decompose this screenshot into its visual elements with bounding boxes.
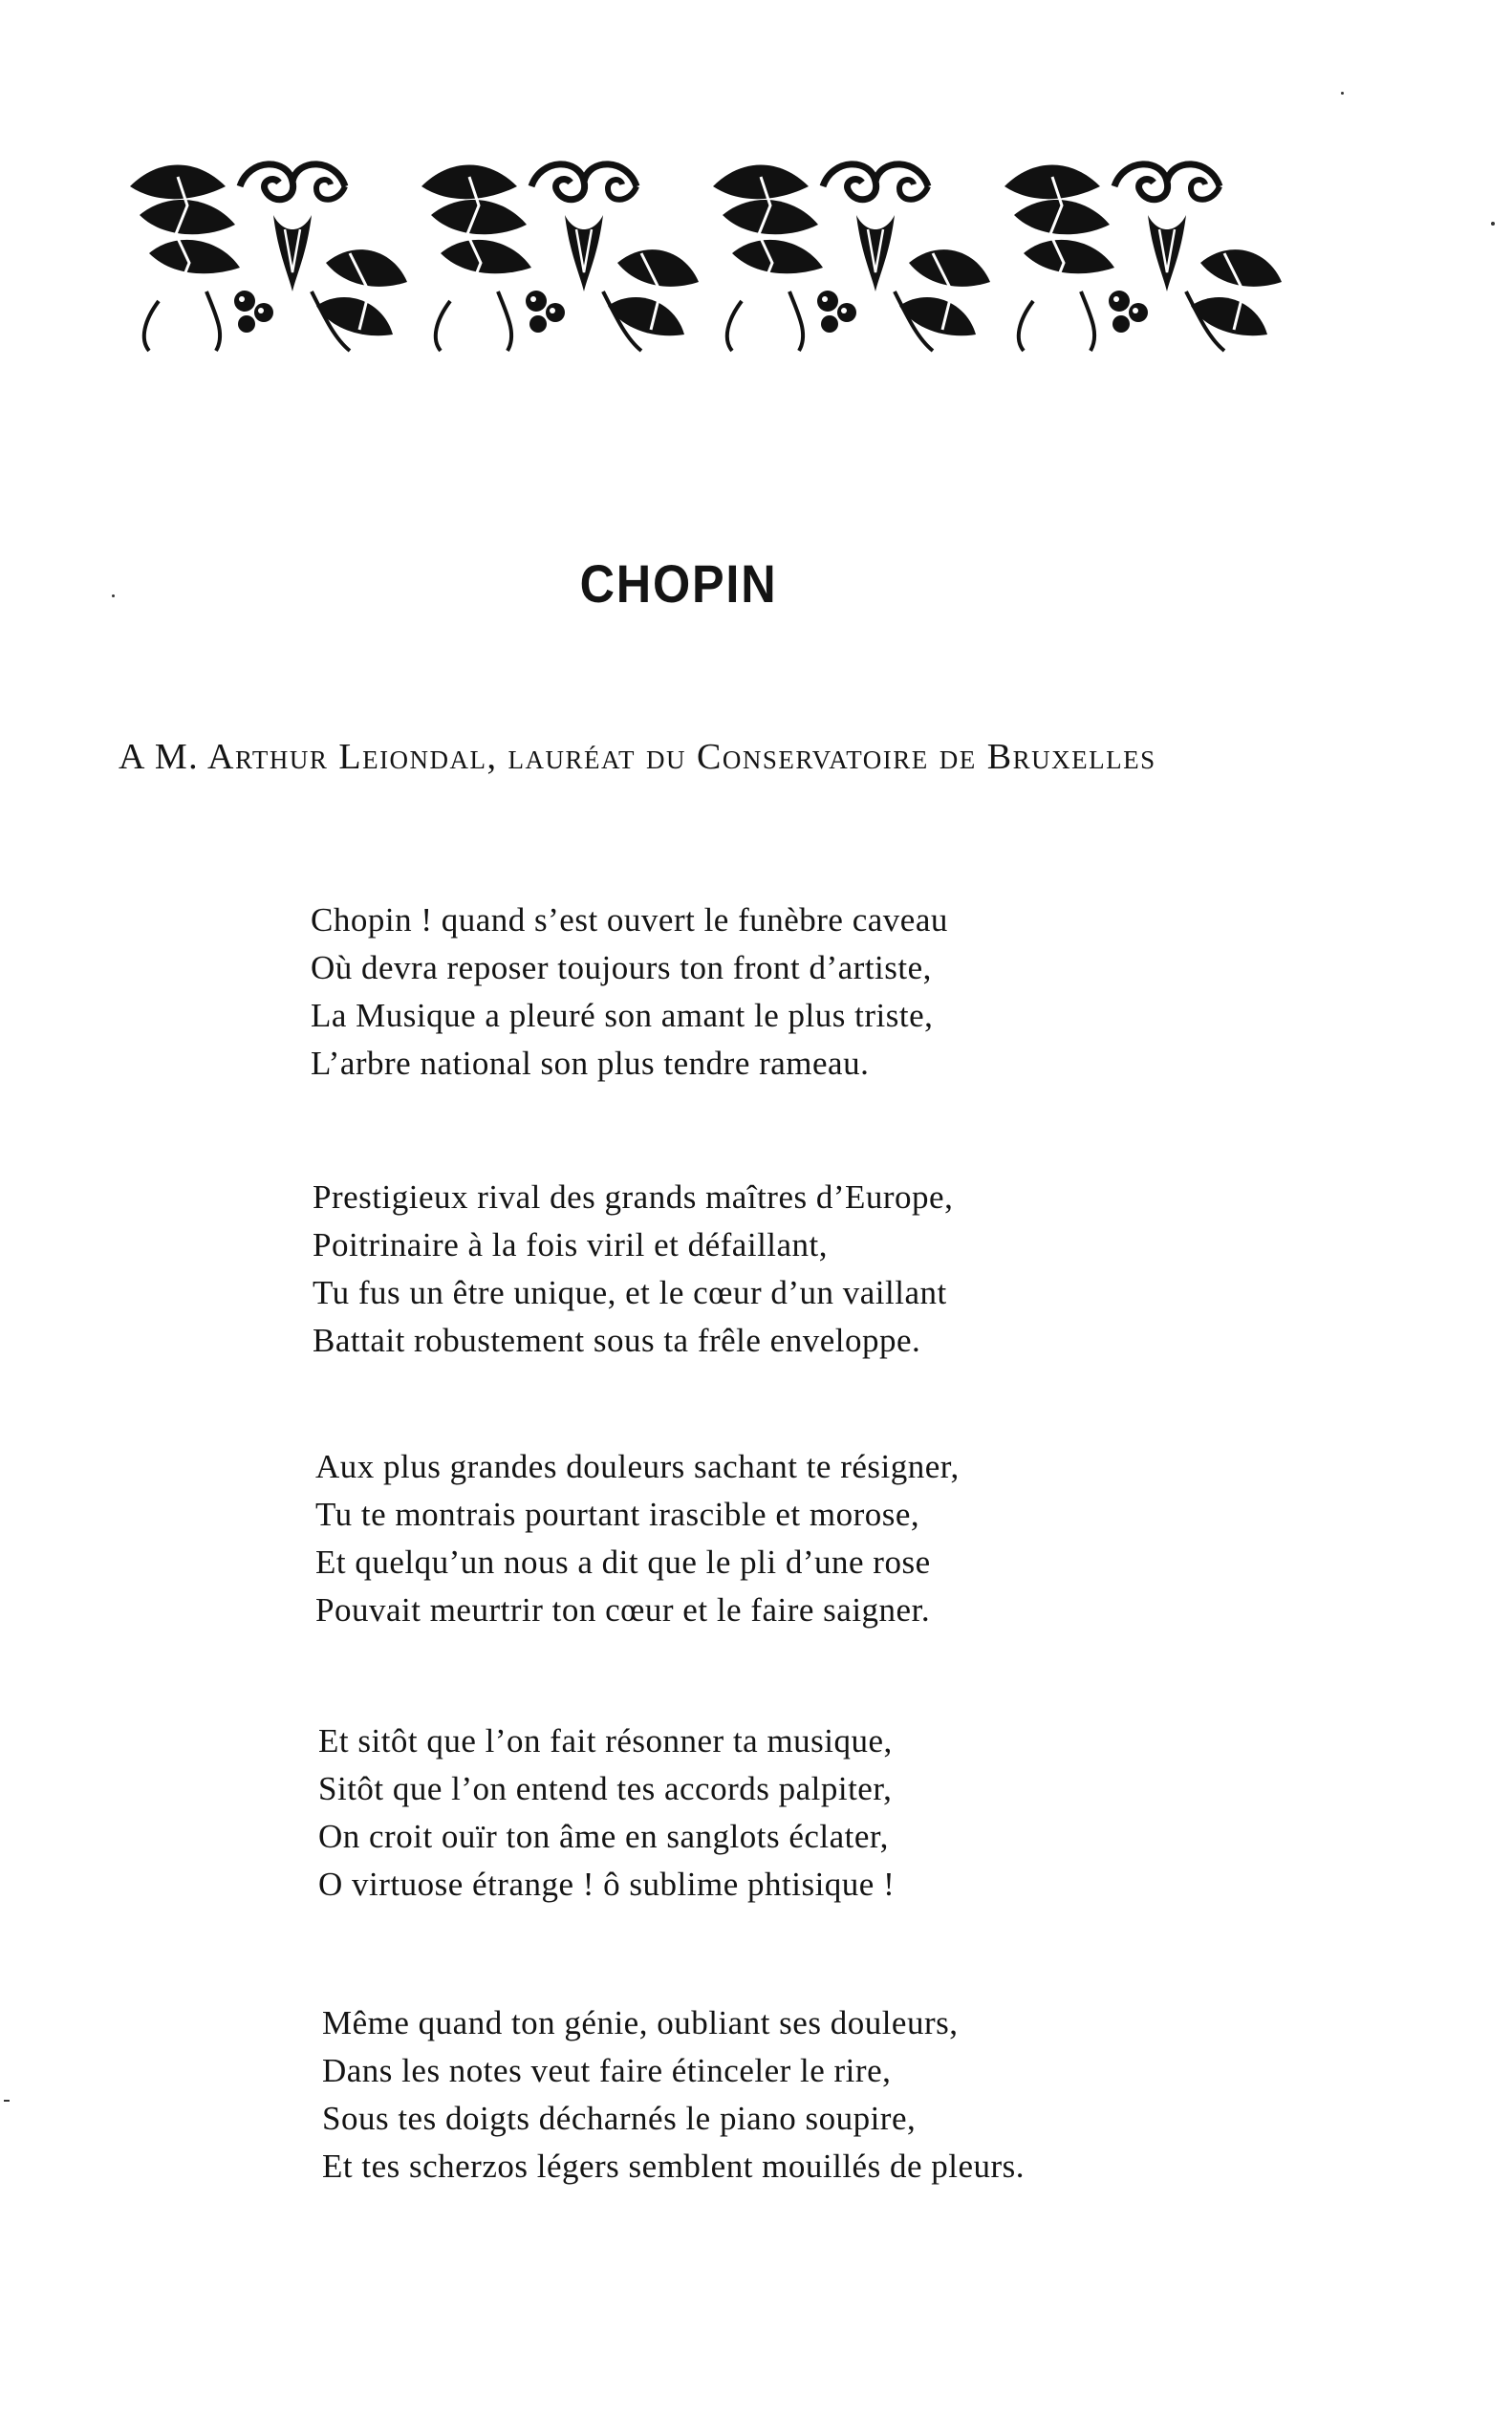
stanza-3 xyxy=(315,1443,960,1634)
floral-vine-ornament xyxy=(120,148,1286,354)
verse-line: Aux plus grandes douleurs sachant te résigner, xyxy=(315,1448,960,1485)
verse-line: Et sitôt que l’on fait résonner ta musique, xyxy=(318,1722,893,1760)
verse-line: On croit ouïr ton âme en sanglots éclater, xyxy=(318,1818,889,1855)
dedication: A M. Arthur Leiondal, lauréat du Conservatoire de Bruxelles xyxy=(119,737,1156,777)
verse-line: Tu te montrais pourtant irascible et morose, xyxy=(315,1496,920,1533)
verse-line: Et quelqu’un nous a dit que le pli d’une rose xyxy=(315,1544,931,1581)
verse-line: Pouvait meurtrir ton cœur et le faire saigner. xyxy=(315,1591,931,1629)
verse-line: Poitrinaire à la fois viril et défaillant, xyxy=(313,1226,829,1263)
scan-speck xyxy=(4,2100,10,2102)
poem-title: CHOPIN xyxy=(579,553,778,614)
verse-line: Sitôt que l’on entend tes accords palpiter, xyxy=(318,1770,893,1807)
scan-speck xyxy=(1341,92,1344,95)
scan-speck xyxy=(1491,222,1495,226)
stanza-1 xyxy=(311,896,948,1088)
verse-line: Et tes scherzos légers semblent mouillés de pleurs. xyxy=(322,2148,1026,2185)
verse-line: O virtuose étrange ! ô sublime phtisique ! xyxy=(318,1866,896,1903)
verse-line: L’arbre national son plus tendre rameau. xyxy=(311,1045,870,1082)
verse-line: Même quand ton génie, oubliant ses douleurs, xyxy=(322,2004,959,2041)
verse-line: Dans les notes veut faire étinceler le rire, xyxy=(322,2052,892,2089)
verse-line: Où devra reposer toujours ton front d’artiste, xyxy=(311,949,932,986)
verse-line: Chopin ! quand s’est ouvert le funèbre caveau xyxy=(311,901,948,939)
verse-line: Sous tes doigts décharnés le piano soupire, xyxy=(322,2100,917,2137)
verse-line: Prestigieux rival des grands maîtres d’Europe, xyxy=(313,1178,954,1216)
stanza-4 xyxy=(318,1717,895,1909)
stanza-2 xyxy=(313,1174,953,1365)
verse-line: La Musique a pleuré son amant le plus triste, xyxy=(311,997,934,1034)
scan-speck xyxy=(112,594,115,597)
stanza-5 xyxy=(322,1999,1025,2191)
verse-line: Battait robustement sous ta frêle enveloppe. xyxy=(313,1322,921,1359)
verse-line: Tu fus un être unique, et le cœur d’un vaillant xyxy=(313,1274,947,1311)
